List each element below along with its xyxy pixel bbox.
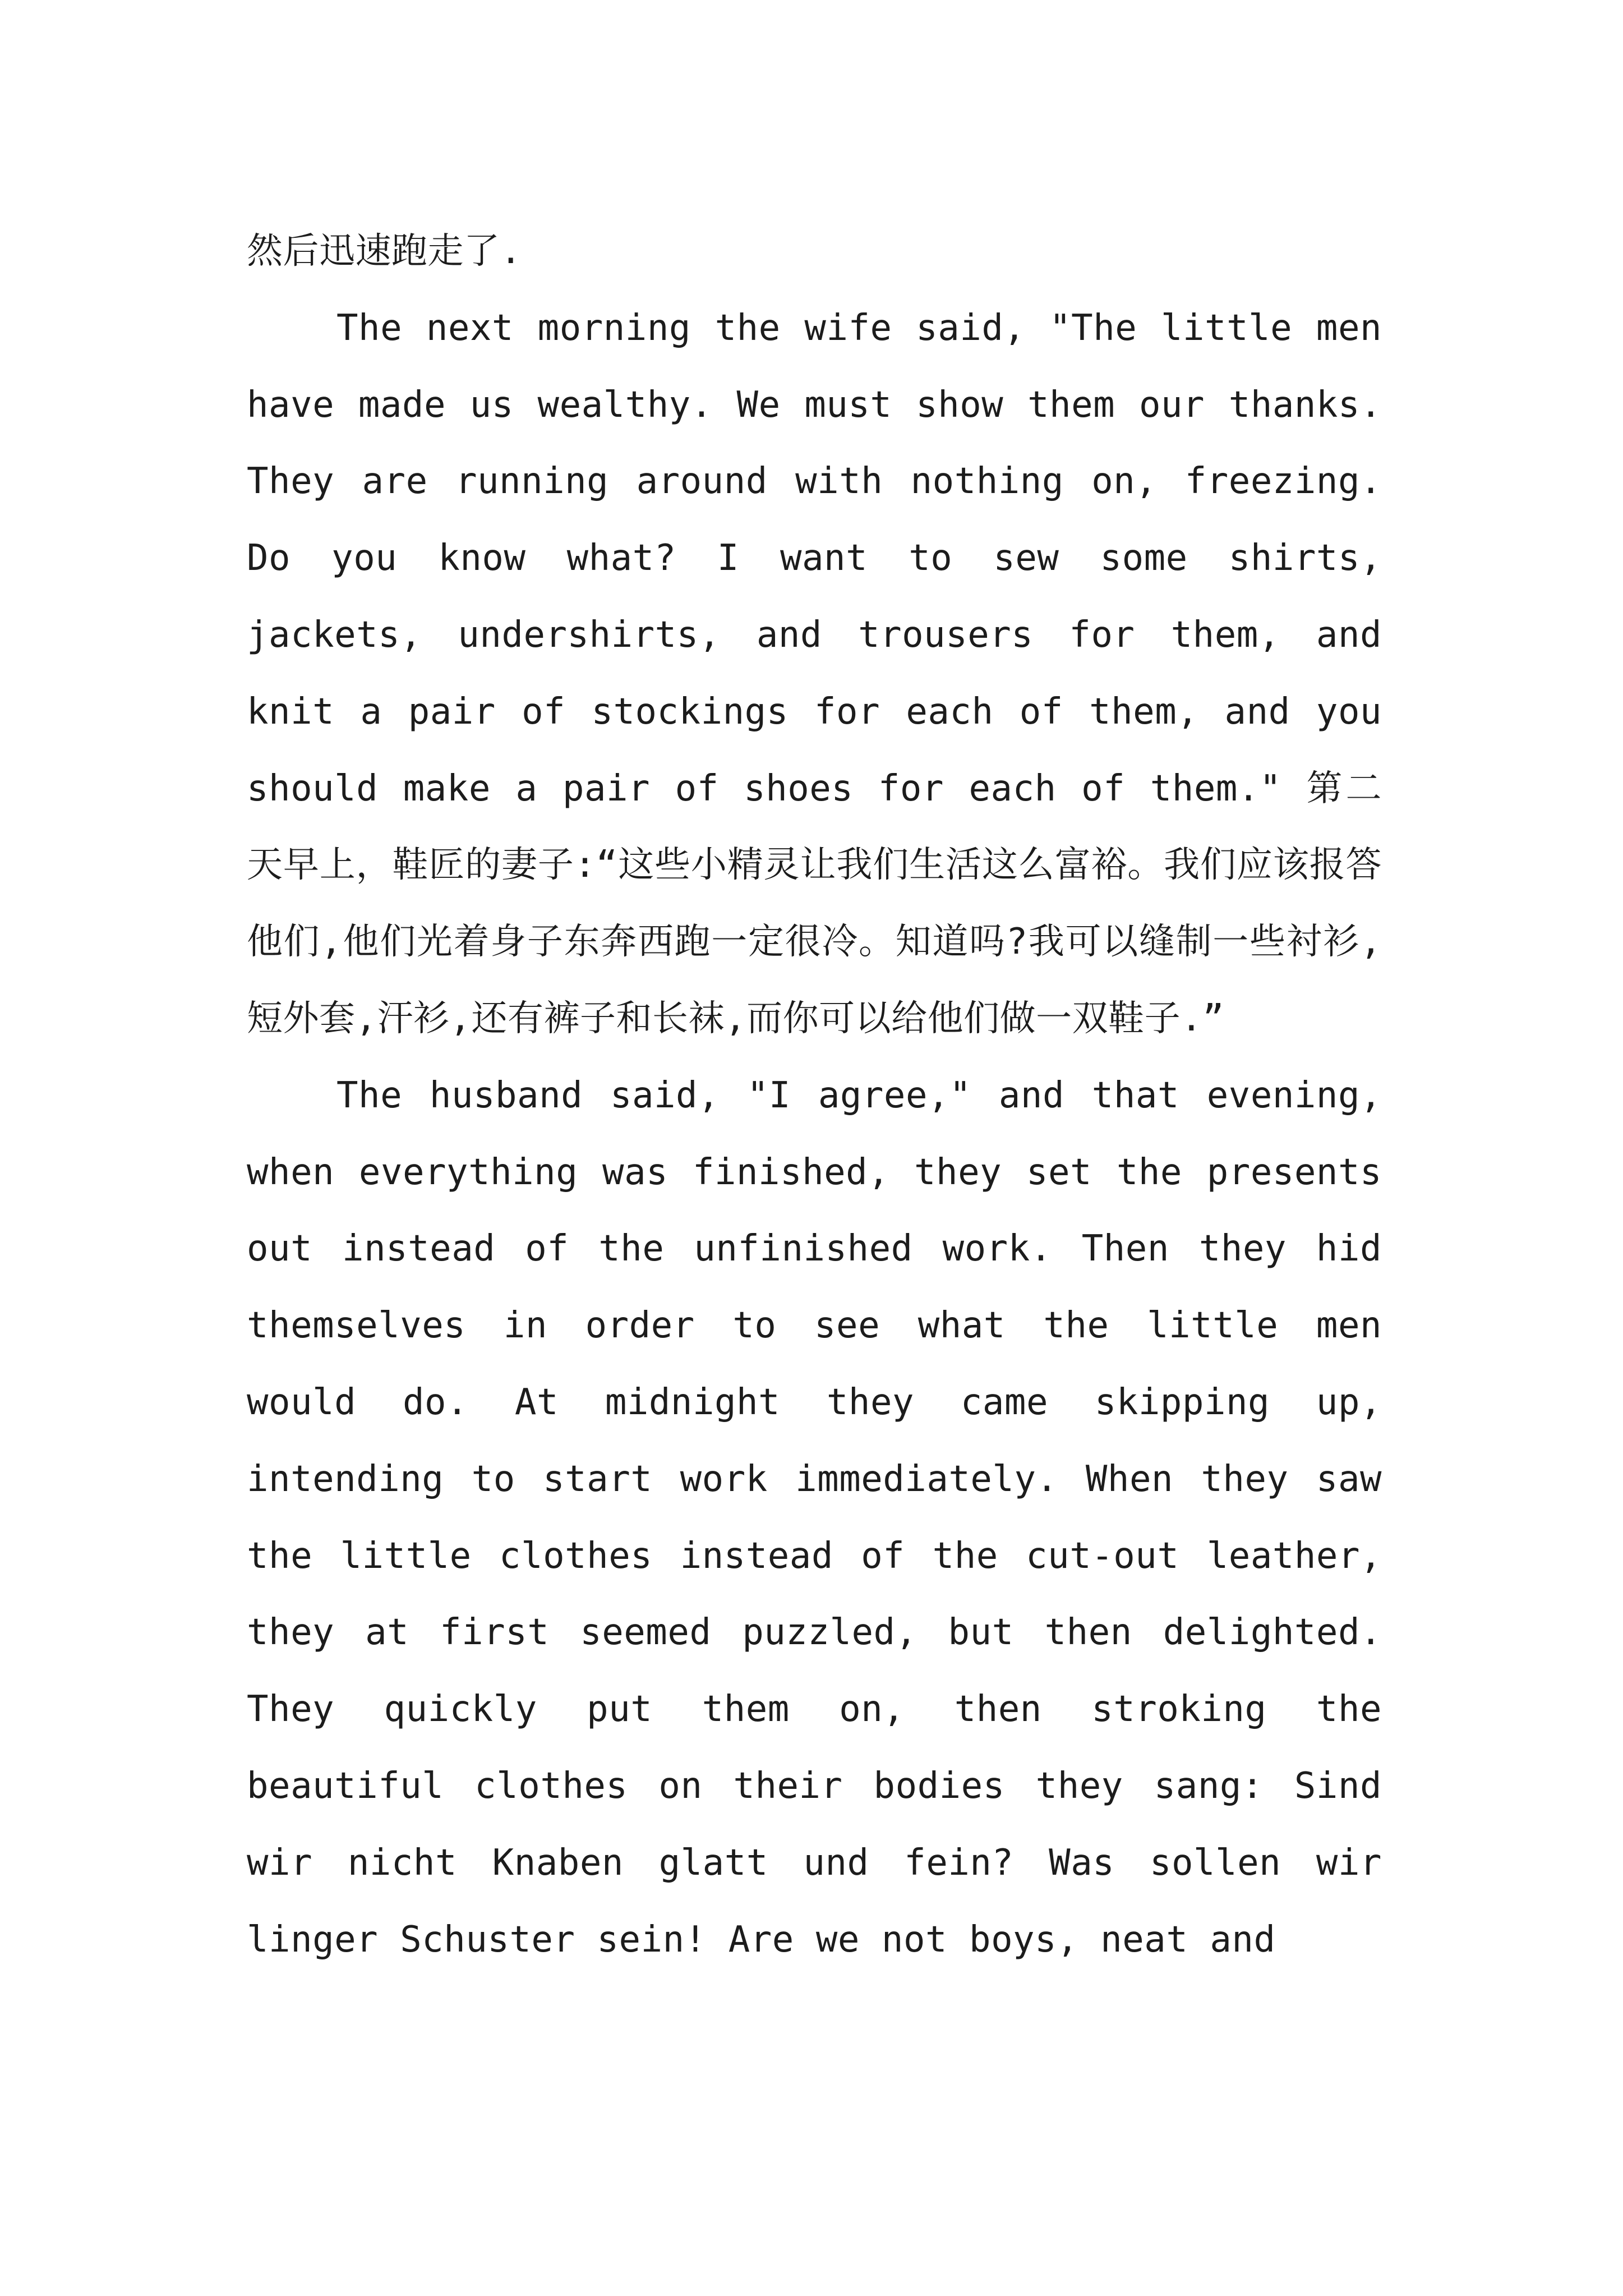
paragraph-wife-speech: The next morning the wife said, "The little men have made us wealthy. We must show them our thanks. They are running around with nothing on, freezing. Do you know what? I want to sew some shirts, jackets, undershirts, and trousers for them, and knit a pair of stockings for each of them, and you should make a pair of shoes for each of them." 第二天早上，鞋匠的妻子:“这些小精灵让我们生活这么富裕。我们应该报答他们,他们光着身子东奔西跑一定很冷。知道吗?我可以缝制一些衬衫,短外套,汗衫,还有裤子和长袜,而你可以给他们做一双鞋子.” xyxy=(247,307,1382,1039)
document-page xyxy=(247,213,1382,1978)
paragraph-husband-agrees: The husband said, "I agree," and that evening, when everything was finished, they set the presents out instead of the unfinished work. Then they hid themselves in order to see what the little men would do. At midnight they came skipping up, intending to start work immediately. When they saw the little clothes instead of the cut-out leather, they at first seemed puzzled, but then delighted. They quickly put them on, then stroking the beautiful clothes on their bodies they sang: Sind wir nicht Knaben glatt und fein? Was sollen wir linger Schuster sein! Are we not boys, neat and xyxy=(247,1074,1382,1961)
paragraph-continuation: 然后迅速跑走了. xyxy=(247,231,522,272)
